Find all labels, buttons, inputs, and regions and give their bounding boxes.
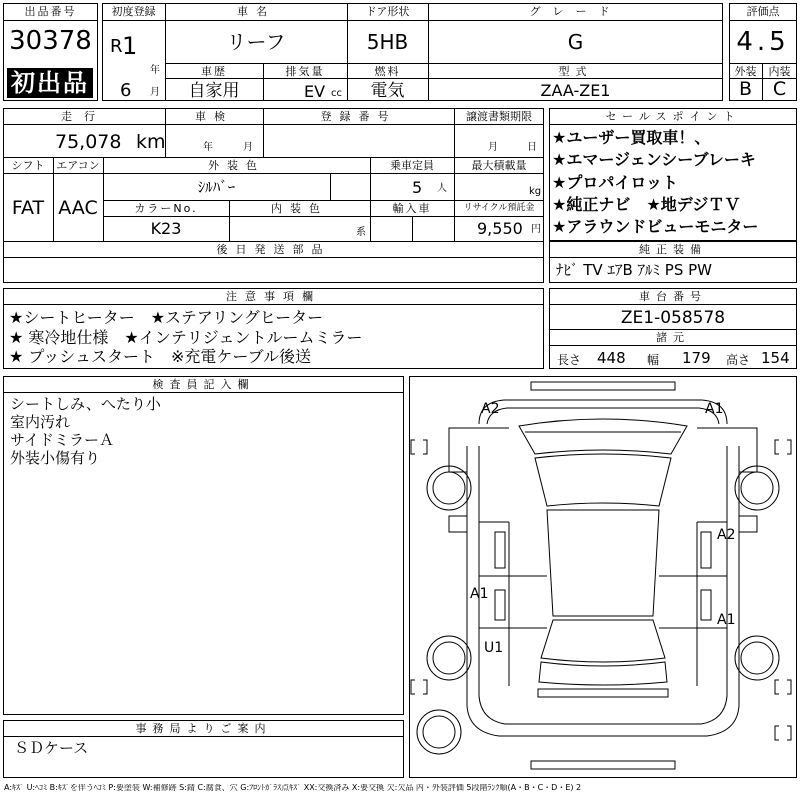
recycle-label: リサイクル預託金 bbox=[463, 203, 535, 213]
score-value: 4.5 bbox=[736, 27, 790, 57]
insp-month-unit: 月 bbox=[243, 142, 253, 153]
displacement-unit: cc bbox=[331, 88, 342, 99]
lot-number: 30378 bbox=[9, 26, 92, 56]
score-label: 評価点 bbox=[746, 5, 780, 18]
recycle-unit: 円 bbox=[531, 224, 541, 235]
reg-month-unit: 月 bbox=[150, 87, 160, 98]
first-listing-badge: 初出品 bbox=[7, 68, 93, 98]
sales-point-item: ★純正ナビ ★地デジＴＶ bbox=[552, 195, 741, 214]
int-color-unit: 系 bbox=[356, 227, 366, 238]
genuine-label: 純正装備 bbox=[639, 243, 707, 256]
car-name: リーフ bbox=[226, 30, 286, 54]
history-label: 車歴 bbox=[201, 65, 227, 78]
inspector-line: サイドミラーＡ bbox=[10, 431, 114, 449]
capacity-value: 5 bbox=[412, 178, 423, 197]
dims-label: 諸元 bbox=[656, 331, 690, 344]
mileage-unit: km bbox=[136, 131, 166, 153]
ext-label: 外装 bbox=[734, 65, 757, 78]
sales-point-item: ★ユーザー買取車！、 bbox=[552, 128, 711, 147]
width-label: 幅 bbox=[647, 353, 660, 367]
door-label: ドア形状 bbox=[365, 5, 410, 18]
car-name-label: 車名 bbox=[237, 5, 275, 18]
model-label: 型式 bbox=[558, 65, 593, 78]
length-label: 長さ bbox=[557, 353, 582, 367]
damage-mark-right-rear: A1 bbox=[717, 612, 736, 628]
ext-color-value: ｼﾙﾊﾞｰ bbox=[197, 178, 236, 196]
damage-mark-left-rear: U1 bbox=[484, 640, 504, 656]
note-item: ★シートヒーター ★ステアリングヒーター bbox=[9, 308, 324, 327]
color-no-value: K23 bbox=[150, 219, 182, 238]
model-value: ZAA-ZE1 bbox=[540, 81, 611, 100]
note-item: ★ プッシュスタート ※充電ケーブル後送 bbox=[9, 347, 311, 366]
sales-point-item: ★エマージェンシーブレーキ bbox=[552, 150, 756, 169]
transfer-day-unit: 日 bbox=[527, 142, 537, 153]
reg-year-unit: 年 bbox=[150, 65, 160, 76]
sales-points-label: セールスポイント bbox=[605, 110, 741, 123]
mileage-value: 75,078 bbox=[55, 131, 122, 153]
int-color-label: 内装色 bbox=[271, 202, 328, 215]
color-no-label: カラーNo. bbox=[134, 202, 198, 215]
transfer-label: 譲渡書類期限 bbox=[466, 110, 532, 123]
office-label: 事務局よりご案内 bbox=[135, 722, 272, 735]
ac-value: AAC bbox=[58, 197, 98, 219]
displacement-label: 排気量 bbox=[285, 65, 325, 78]
load-unit: kg bbox=[529, 186, 542, 197]
notes-label: 注意事項欄 bbox=[226, 290, 321, 303]
lot-label: 出品番号 bbox=[24, 5, 77, 18]
shift-value: FAT bbox=[11, 197, 45, 219]
shift-label: シフト bbox=[11, 159, 45, 172]
reg-month: 6 bbox=[120, 80, 132, 101]
fuel-label: 燃料 bbox=[374, 65, 401, 78]
damage-mark-front-right: A1 bbox=[705, 401, 724, 417]
recycle-value: 9,550 bbox=[477, 219, 523, 238]
history-value: 自家用 bbox=[188, 81, 240, 101]
import-label: 輸入車 bbox=[392, 202, 432, 215]
damage-mark-left-mid: A1 bbox=[470, 586, 489, 602]
later-parts-label: 後日発送部品 bbox=[216, 243, 331, 256]
first-reg-label: 初度登録 bbox=[111, 5, 156, 18]
length-value: 448 bbox=[597, 349, 626, 367]
int-grade: C bbox=[772, 78, 787, 100]
sales-point-item: ★プロパイロット bbox=[552, 173, 679, 192]
load-label: 最大積載量 bbox=[471, 159, 527, 172]
reg-era: R bbox=[110, 36, 123, 57]
chassis-number: ZE1-058578 bbox=[620, 308, 726, 328]
office-text: ＳＤケース bbox=[14, 739, 89, 757]
ext-color-label: 外装色 bbox=[208, 159, 265, 172]
ext-grade: B bbox=[738, 78, 753, 100]
inspector-line: 外装小傷有り bbox=[10, 449, 101, 467]
car-diagram bbox=[409, 376, 797, 778]
inspection-label: 車検 bbox=[195, 110, 233, 123]
ac-label: エアコン bbox=[56, 159, 100, 172]
transfer-month-unit: 月 bbox=[488, 142, 498, 153]
reg-year: 1 bbox=[122, 32, 138, 60]
capacity-label: 乗車定員 bbox=[390, 159, 434, 172]
inspector-line: 室内汚れ bbox=[10, 413, 71, 431]
inspector-label: 検査員記入欄 bbox=[152, 378, 255, 391]
damage-mark-front-left: A2 bbox=[481, 401, 500, 417]
int-label: 内装 bbox=[768, 65, 791, 78]
legend-text: A:ｷｽﾞ U:ﾍｺﾐ B:ｷｽﾞを伴うﾍｺﾐ P:要塗装 W:補修跡 S:錆 C:腐食、穴 G:ﾌﾛﾝﾄｶﾞﾗｽ点ｷｽﾞ XX:交換済み X:要交換 欠:欠品 内・外装評価 5段階ﾗﾝｸ順(A・B・C・D・E) 2 bbox=[4, 784, 582, 792]
damage-mark-right-mid: A2 bbox=[717, 527, 736, 543]
genuine-value: ﾅﾋﾞ TV ｴｱB ｱﾙﾐ PS PW bbox=[556, 261, 712, 279]
fuel-value: 電気 bbox=[370, 81, 405, 101]
chassis-label: 車台番号 bbox=[639, 290, 707, 303]
insp-year-unit: 年 bbox=[203, 142, 213, 153]
mileage-label: 走行 bbox=[61, 110, 107, 123]
height-label: 高さ bbox=[726, 353, 751, 367]
grade-label: グレード bbox=[529, 5, 622, 18]
grade-value: G bbox=[567, 30, 584, 54]
sales-point-item: ★アラウンドビューモニター bbox=[552, 217, 759, 236]
inspector-line: シートしみ、へたり小 bbox=[10, 395, 161, 413]
height-value: 154 bbox=[761, 349, 790, 367]
note-item: ★ 寒冷地仕様 ★インテリジェントルームミラー bbox=[9, 328, 363, 347]
width-value: 179 bbox=[682, 349, 711, 367]
displacement-value: EV bbox=[304, 82, 326, 101]
reg-no-label: 登録番号 bbox=[320, 110, 397, 123]
door-type: 5HB bbox=[366, 30, 409, 54]
capacity-unit: 人 bbox=[437, 183, 447, 194]
